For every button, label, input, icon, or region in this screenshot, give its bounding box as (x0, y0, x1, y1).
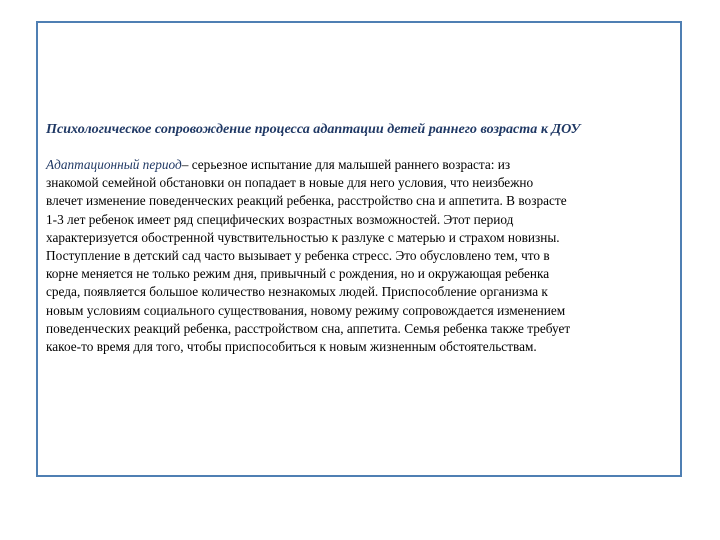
paragraph-line: среда, появляется большое количество незнакомых людей. Приспособление организма к (46, 284, 548, 300)
term-adaptation-period: Адаптационный период (46, 157, 182, 172)
paragraph-line: 1-3 лет ребенок имеет ряд специфических возрастных возможностей. Этот период (46, 211, 514, 227)
text-block (46, 120, 676, 356)
definition-start: – серьезное испытание для малышей раннего возраста: из (181, 157, 511, 172)
paragraph-line: поведенческих реакций ребенка, расстройством сна, аппетита. Семья ребенка также требует (46, 320, 571, 336)
slide-title: Психологическое сопровождение процесса адаптации детей раннего возраста к ДОУ (46, 121, 581, 137)
paragraph-line (46, 156, 676, 174)
paragraph-line: знакомой семейной обстановки он попадает в новые для него условия, что неизбежно (46, 175, 534, 191)
body-paragraph (46, 156, 676, 356)
content-frame (36, 21, 682, 477)
paragraph-line: влечет изменение поведенческих реакций ребенка, расстройство сна и аппетита. В возрасте (46, 193, 567, 209)
paragraph-line: новым условиям социального существования, новому режиму сопровождается изменением (46, 302, 566, 318)
paragraph-line: какое-то время для того, чтобы приспособиться к новым жизненным обстоятельствам. (46, 339, 537, 355)
paragraph-line: Поступление в детский сад часто вызывает у ребенка стресс. Это обусловлено тем, что в (46, 248, 550, 264)
paragraph-line: корне меняется не только режим дня, привычный с рождения, но и окружающая ребенка (46, 266, 550, 282)
paragraph-line: характеризуется обостренной чувствительностью к разлуке с матерью и страхом новизны. (46, 229, 560, 245)
